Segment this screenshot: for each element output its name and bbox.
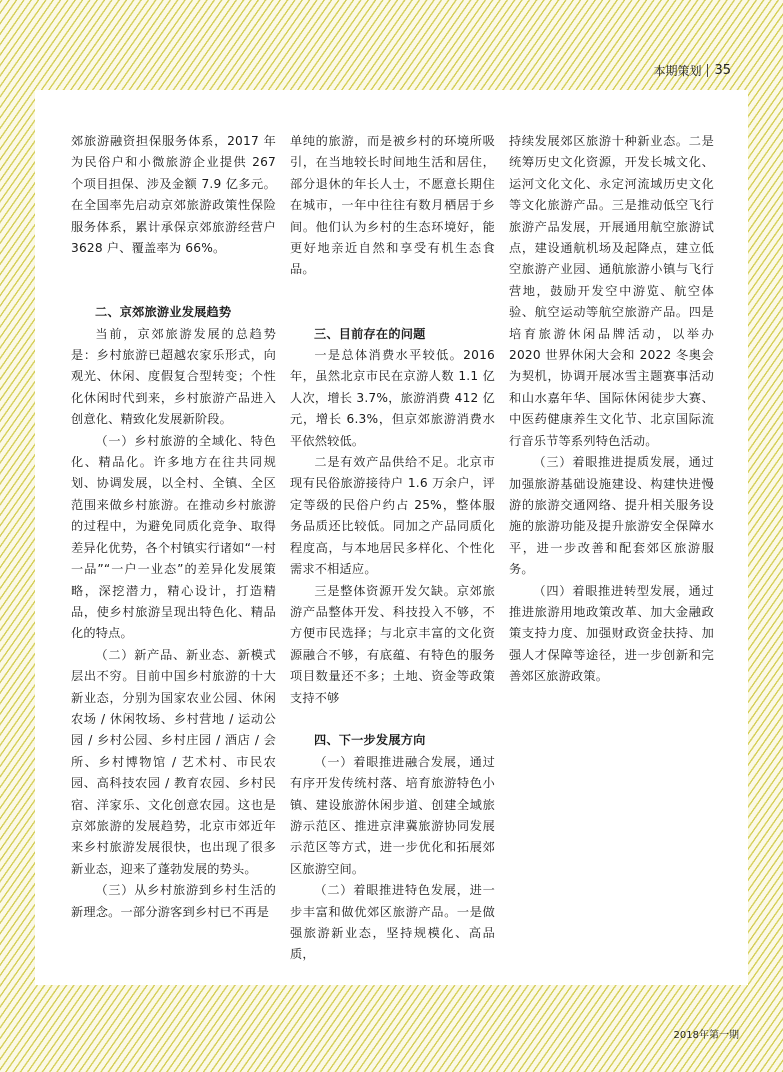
paragraph: （三）从乡村旅游到乡村生活的新理念。一部分游客到乡村已不再是 <box>71 883 276 919</box>
paragraph: （四）着眼推进转型发展，通过推进旅游用地政策改革、加大金融政策支持力度、加强财政资金扶持、加强人才保障等途径，进一步创新和完善郊区旅游政策。 <box>509 583 714 684</box>
paragraph: 当前，京郊旅游发展的总趋势是：乡村旅游已超越农家乐形式，向观光、休闲、度假复合型转变；个性化休闲时代到来，乡村旅游产品进入创意化、精致化发展新阶段。 <box>71 326 276 427</box>
paragraph: （一）着眼推进融合发展，通过有序开发传统村落、培育旅游特色小镇、建设旅游休闲步道、创建全域旅游示范区、推进京津冀旅游协同发展示范区等方式，进一步优化和拓展郊区旅游空间。 <box>290 754 495 876</box>
text-column-3 <box>509 131 714 688</box>
text-column-1 <box>71 131 276 923</box>
section-title: 本期策划 <box>653 64 702 78</box>
paragraph: （二）着眼推进特色发展，进一步丰富和做优郊区旅游产品。一是做强旅游新业态，坚持规模化、高品质， <box>290 883 495 962</box>
paragraph: 郊旅游融资担保服务体系，2017 年为民俗户和小微旅游企业提供 267 个项目担保、涉及金额 7.9 亿多元。在全国率先启动京郊旅游政策性保险服务体系，累计承保京郊旅游经营户 3628 户、覆盖率为 66%。 <box>71 134 276 256</box>
page-header <box>653 62 731 79</box>
paragraph: 一是总体消费水平较低。2016 年，虽然北京市民在京游人数 1.1 亿人次，增长 3.7%，旅游消费 412 亿元，增长 6.3%，但京郊旅游消费水平依然较低。 <box>290 348 495 448</box>
text-column-2 <box>290 131 495 966</box>
issue-label: 2018年第一期 <box>673 1030 739 1041</box>
paragraph: 三是整体资源开发欠缺。京郊旅游产品整体开发、科技投入不够，不方便市民选择；与北京丰富的文化资源融合不够，有底蕴、有特色的服务项目数量还不多；土地、资金等政策支持不够 <box>290 583 495 705</box>
paragraph: 单纯的旅游，而是被乡村的环境所吸引，在当地较长时间地生活和居住，部分退休的年长人士，不愿意长期住在城市，一年中往往有数月栖居于乡间。他们认为乡村的生态环境好，能更好地亲近自然和享受有机生态食品。 <box>290 134 495 277</box>
paragraph: （一）乡村旅游的全域化、特色化、精品化。许多地方在往共同规划、协调发展，以全村、全镇、全区范围来做乡村旅游。在推动乡村旅游的过程中，为避免同质化竞争、取得差异化优势，各个村镇实行诸如“一村一品”“一户一业态”的差异化发展策略，深挖潜力，精心设计，打造精品，使乡村旅游呈现出特色化、精品化的特点。 <box>71 433 276 641</box>
section-heading: 二、京郊旅游业发展趋势 <box>95 305 232 320</box>
section-heading: 三、目前存在的问题 <box>314 326 426 341</box>
page-number: 35 <box>714 63 731 78</box>
paragraph: （二）新产品、新业态、新模式层出不穷。目前中国乡村旅游的十大新业态，分别为国家农业公园、休闲农场 / 休闲牧场、乡村营地 / 运动公园 / 乡村公园、乡村庄园 / 酒店 / 会所、乡村博物馆 / 艺术村、市民农园、高科技农园 / 教育农园、乡村民宿、洋家乐、文化创意农园。这也是京郊旅游的发展趋势，北京市郊近年来乡村旅游发展很快，也出现了很多新业态，迎来了蓬勃发展的势头。 <box>71 647 276 876</box>
paragraph: 二是有效产品供给不足。北京市现有民俗旅游接待户 1.6 万余户，评定等级的民俗户约占 25%，整体服务品质还比较低。同加之产品同质化程度高，与本地居民多样化、个性化需求不相适应。 <box>290 455 495 577</box>
section-heading: 四、下一步发展方向 <box>314 733 426 748</box>
paragraph: 持续发展郊区旅游十种新业态。二是统筹历史文化资源，开发长城文化、运河文化文化、永定河流域历史文化等文化旅游产品。三是推动低空飞行旅游产品发展，开展通用航空旅游试点，建设通航机场及起降点，建立低空旅游产业园、通航旅游小镇与飞行营地，鼓励开发空中游览、航空体验、航空运动等航空旅游产品。四是培育旅游休闲品牌活动，以举办 2020 世界休闲大会和 2022 冬奥会为契机，协调开展冰雪主题赛事活动和山水嘉年华、国际休闲徒步大赛、中医药健康养生文化节、北京国际流行音乐节等系列特色活动。 <box>509 134 714 448</box>
header-divider <box>707 64 708 77</box>
paragraph: （三）着眼推进提质发展，通过加强旅游基础设施建设、构建快进慢游的旅游交通网络、提升相关服务设施的旅游功能及提升旅游安全保障水平，进一步改善和配套郊区旅游服务。 <box>509 455 714 577</box>
